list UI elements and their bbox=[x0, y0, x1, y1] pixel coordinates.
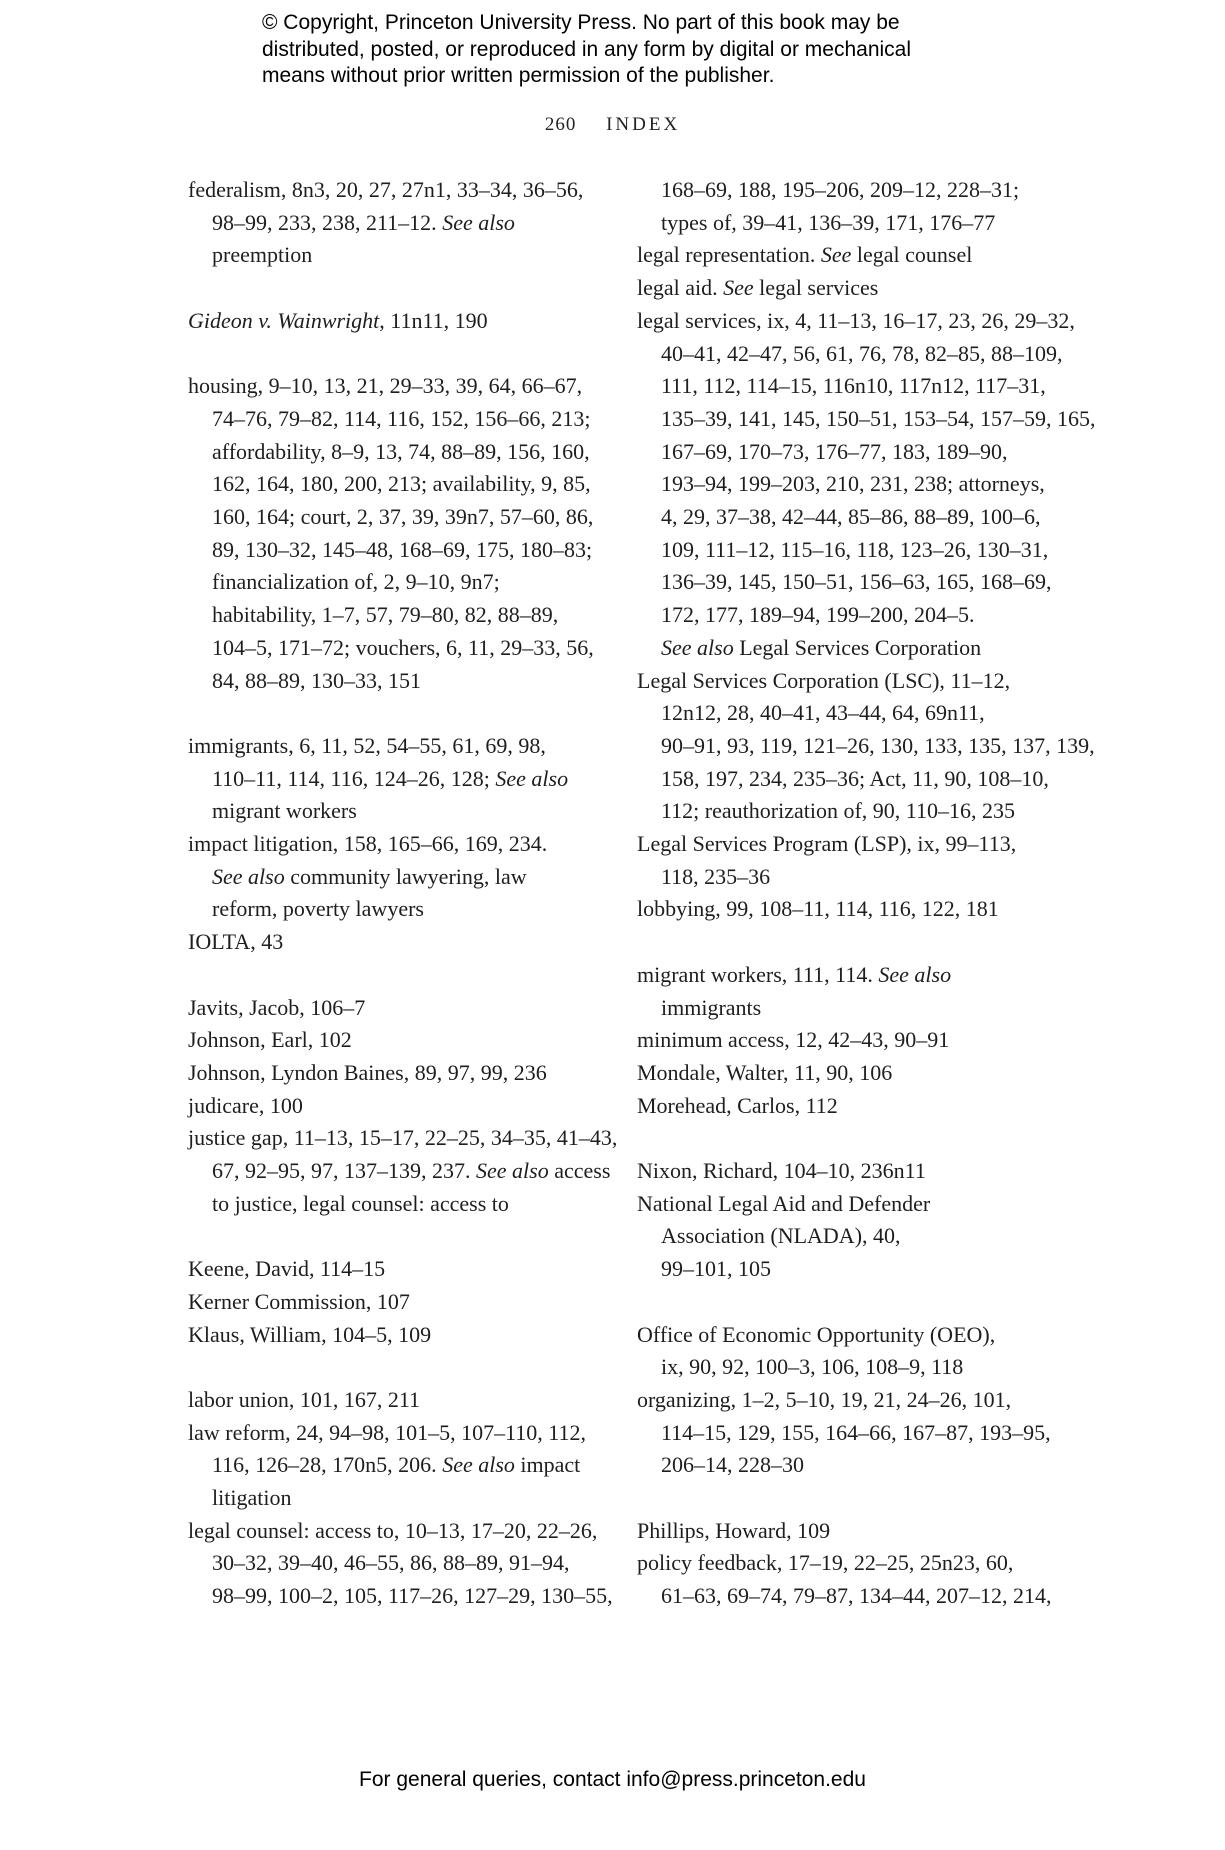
index-entry-line bbox=[637, 1090, 1067, 1123]
entry-text: 167–69, 170–73, 176–77, 183, 189–90, bbox=[661, 438, 1008, 464]
entry-text: Legal Services Corporation (LSC), 11–12, bbox=[637, 667, 1011, 693]
index-entry-line bbox=[212, 795, 598, 828]
index-entry-line bbox=[188, 1319, 598, 1352]
index-entry bbox=[188, 926, 598, 959]
entry-text: legal counsel bbox=[851, 242, 973, 268]
entry-text: 193–94, 199–203, 210, 231, 238; attorneys, bbox=[661, 471, 1045, 497]
index-entry-line bbox=[637, 1188, 1067, 1221]
index-entry bbox=[188, 1286, 598, 1319]
entry-text: 30–32, 39–40, 46–55, 86, 88–89, 91–94, bbox=[212, 1550, 570, 1576]
entry-text: impact bbox=[514, 1452, 581, 1478]
index-entry-line bbox=[661, 338, 1067, 371]
entry-text: migrant workers, 111, 114. bbox=[637, 961, 879, 987]
entry-gap bbox=[188, 1351, 598, 1384]
index-entry bbox=[188, 1057, 598, 1090]
index-entry bbox=[188, 1417, 598, 1515]
index-entry-line bbox=[188, 174, 598, 207]
index-entry-line bbox=[637, 1319, 1067, 1352]
index-entry-line bbox=[637, 1547, 1067, 1580]
entry-gap bbox=[188, 697, 598, 730]
cross-reference-label: See also bbox=[878, 961, 952, 987]
entry-text: habitability, 1–7, 57, 79–80, 82, 88–89, bbox=[212, 602, 559, 628]
entry-text: 118, 235–36 bbox=[661, 863, 771, 889]
index-entry-line bbox=[661, 1449, 1067, 1482]
entry-gap bbox=[188, 959, 598, 992]
entry-text: Klaus, William, 104–5, 109 bbox=[188, 1321, 432, 1347]
entry-text: immigrants, 6, 11, 52, 54–55, 61, 69, 98, bbox=[188, 732, 546, 758]
copyright-line: © Copyright, Princeton University Press. No part of this book may be bbox=[262, 11, 900, 34]
index-entry bbox=[188, 992, 598, 1025]
index-entry-line bbox=[637, 1384, 1067, 1417]
index-entry-line bbox=[661, 436, 1067, 469]
entry-text: 172, 177, 189–94, 199–200, 204–5. bbox=[661, 602, 975, 628]
entry-text: 116, 126–28, 170n5, 206. bbox=[212, 1452, 443, 1478]
copyright-notice bbox=[262, 10, 982, 90]
entry-text: federalism, 8n3, 20, 27, 27n1, 33–34, 36–56, bbox=[188, 177, 584, 202]
index-entry-line bbox=[188, 1384, 598, 1417]
entry-text: 110–11, 114, 116, 124–26, 128; bbox=[212, 765, 496, 791]
entry-text: impact litigation, 158, 165–66, 169, 234. bbox=[188, 831, 548, 857]
entry-text: 206–14, 228–30 bbox=[661, 1452, 804, 1478]
index-entry bbox=[188, 1122, 618, 1220]
entry-text: 114–15, 129, 155, 164–66, 167–87, 193–95, bbox=[661, 1419, 1051, 1445]
entry-text: types of, 39–41, 136–39, 171, 176–77 bbox=[661, 209, 996, 235]
index-entry-line bbox=[661, 468, 1067, 501]
index-entry-line bbox=[188, 305, 598, 338]
entry-text: litigation bbox=[212, 1485, 292, 1511]
index-entry bbox=[637, 665, 1095, 829]
entry-gap bbox=[637, 926, 1067, 959]
index-entry-line bbox=[188, 1286, 598, 1319]
entry-gap bbox=[188, 1220, 598, 1253]
index-entry-line bbox=[637, 828, 1067, 861]
index-entry bbox=[637, 1024, 1067, 1057]
entry-text: preemption bbox=[212, 242, 313, 268]
index-entry-line bbox=[212, 1547, 598, 1580]
index-entry-line bbox=[188, 1253, 598, 1286]
index-entry bbox=[188, 730, 598, 828]
index-entry-line bbox=[661, 632, 1067, 665]
entry-text: lobbying, 99, 108–11, 114, 116, 122, 181 bbox=[637, 896, 999, 922]
index-entry-line bbox=[188, 730, 598, 763]
index-entry-line bbox=[637, 1024, 1067, 1057]
index-entry bbox=[637, 1155, 1067, 1188]
entry-text: labor union, 101, 167, 211 bbox=[188, 1386, 420, 1412]
index-entry-line bbox=[188, 1417, 598, 1450]
entry-text: National Legal Aid and Defender bbox=[637, 1190, 931, 1216]
index-entry bbox=[188, 1515, 613, 1613]
entry-text: Morehead, Carlos, 112 bbox=[637, 1092, 838, 1118]
entry-text: Keene, David, 114–15 bbox=[188, 1256, 386, 1282]
index-entry bbox=[637, 1090, 1067, 1123]
index-entry-line bbox=[188, 370, 598, 403]
index-entry-line bbox=[212, 436, 598, 469]
entry-text: 104–5, 171–72; vouchers, 6, 11, 29–33, 56, bbox=[212, 634, 594, 660]
index-entry-line bbox=[661, 566, 1067, 599]
index-entry bbox=[637, 272, 1067, 305]
index-entry-line bbox=[212, 763, 598, 796]
index-entry-line bbox=[212, 566, 598, 599]
index-entry-line bbox=[661, 730, 1095, 763]
index-entry-line bbox=[637, 239, 1067, 272]
index-entry bbox=[188, 174, 598, 272]
entry-gap bbox=[637, 1482, 1067, 1515]
index-entry-line bbox=[637, 665, 1067, 698]
index-entry-line bbox=[637, 959, 1067, 992]
index-entry-line bbox=[661, 1351, 1067, 1384]
index-entry-line bbox=[188, 1515, 598, 1548]
entry-text: policy feedback, 17–19, 22–25, 25n23, 60, bbox=[637, 1550, 1014, 1576]
entry-text: legal aid. bbox=[637, 275, 724, 301]
index-entry bbox=[188, 1253, 598, 1286]
index-entry-line bbox=[661, 1417, 1067, 1450]
index-entry-line bbox=[637, 272, 1067, 305]
entry-text: Javits, Jacob, 106–7 bbox=[188, 994, 366, 1020]
index-entry-line bbox=[212, 403, 598, 436]
entry-gap bbox=[637, 1122, 1067, 1155]
entry-gap bbox=[188, 272, 598, 305]
index-entry-line bbox=[637, 305, 1075, 338]
entry-text: 61–63, 69–74, 79–87, 134–44, 207–12, 214, bbox=[661, 1583, 1052, 1609]
cross-reference-label: See also bbox=[476, 1158, 549, 1184]
cross-reference-label: See also bbox=[212, 863, 285, 889]
cross-reference-label: See also bbox=[442, 1452, 515, 1478]
index-entry-line bbox=[661, 992, 1067, 1025]
cross-reference-label: Gideon v. Wainwright bbox=[188, 307, 380, 333]
entry-text: Mondale, Walter, 11, 90, 106 bbox=[637, 1059, 893, 1085]
index-entry-line bbox=[661, 795, 1067, 828]
entry-text: legal counsel: access to, 10–13, 17–20, 22–26, bbox=[188, 1517, 598, 1543]
entry-text: legal services, ix, 4, 11–13, 16–17, 23, 26, 29–32, bbox=[637, 307, 1075, 333]
entry-text: 112; reauthorization of, 90, 110–16, 235 bbox=[661, 798, 1015, 824]
entry-text: affordability, 8–9, 13, 74, 88–89, 156, 160, bbox=[212, 438, 590, 464]
entry-text: 99–101, 105 bbox=[661, 1256, 771, 1282]
entry-text: minimum access, 12, 42–43, 90–91 bbox=[637, 1027, 950, 1053]
index-entry bbox=[188, 305, 598, 338]
index-entry-line bbox=[637, 893, 1067, 926]
index-entry bbox=[188, 1319, 598, 1352]
index-entry-line bbox=[661, 174, 1067, 207]
index-entry bbox=[637, 828, 1067, 893]
entry-text: legal services bbox=[753, 275, 879, 301]
running-head bbox=[0, 114, 1225, 136]
entry-text: 98–99, 100–2, 105, 117–26, 127–29, 130–55, bbox=[212, 1583, 613, 1609]
entry-text: 98–99, 233, 238, 211–12. bbox=[212, 209, 443, 235]
index-entry bbox=[637, 1515, 1067, 1548]
index-entry bbox=[188, 1384, 598, 1417]
entry-text: 4, 29, 37–38, 42–44, 85–86, 88–89, 100–6, bbox=[661, 504, 1041, 530]
footer-contact: For general queries, contact info@press.princeton.edu bbox=[359, 1768, 866, 1791]
index-entry-line bbox=[212, 1580, 613, 1613]
entry-text: ix, 90, 92, 100–3, 106, 108–9, 118 bbox=[661, 1354, 964, 1380]
index-entry-line bbox=[212, 1482, 598, 1515]
index-entry-line bbox=[661, 697, 1067, 730]
index-entry-line bbox=[188, 1057, 598, 1090]
entry-text: reform, poverty lawyers bbox=[212, 896, 424, 922]
entry-text: IOLTA, 43 bbox=[188, 929, 284, 955]
index-entry-line bbox=[661, 207, 1067, 240]
index-entry bbox=[188, 1024, 598, 1057]
cross-reference-label: See bbox=[723, 275, 754, 301]
index-entry-line bbox=[212, 1449, 598, 1482]
index-column-right bbox=[637, 174, 1096, 1613]
index-entry-line bbox=[212, 632, 598, 665]
copyright-line: means without prior written permission of the publisher. bbox=[262, 64, 775, 87]
entry-text: 162, 164, 180, 200, 213; availability, 9, 85, bbox=[212, 471, 591, 497]
entry-text: Legal Services Corporation bbox=[733, 634, 982, 660]
entry-text: 84, 88–89, 130–33, 151 bbox=[212, 667, 421, 693]
section-title: INDEX bbox=[606, 114, 681, 135]
entry-text: Johnson, Lyndon Baines, 89, 97, 99, 236 bbox=[188, 1059, 547, 1085]
index-entry-line bbox=[212, 501, 598, 534]
entry-text: immigrants bbox=[661, 994, 762, 1020]
cross-reference-label: See also bbox=[442, 209, 515, 235]
index-entry-line bbox=[212, 1188, 598, 1221]
entry-text: Johnson, Earl, 102 bbox=[188, 1027, 352, 1053]
index-entry-line bbox=[212, 861, 598, 894]
index-entry-line bbox=[188, 1122, 618, 1155]
index-entry-line bbox=[212, 1155, 611, 1188]
index-entry-line bbox=[212, 665, 598, 698]
entry-text: to justice, legal counsel: access to bbox=[212, 1190, 509, 1216]
entry-text: Association (NLADA), 40, bbox=[661, 1223, 901, 1249]
index-entry-line bbox=[661, 534, 1067, 567]
copyright-line: distributed, posted, or reproduced in any form by digital or mechanical bbox=[262, 37, 912, 61]
index-entry bbox=[637, 1547, 1067, 1612]
index-entry-line bbox=[661, 403, 1096, 436]
entry-text: judicare, 100 bbox=[188, 1092, 303, 1118]
cross-reference-label: See also bbox=[495, 765, 569, 791]
entry-text: 40–41, 42–47, 56, 61, 76, 78, 82–85, 88–109, bbox=[661, 340, 1063, 366]
index-entry bbox=[637, 174, 1067, 239]
entry-text: 89, 130–32, 145–48, 168–69, 175, 180–83; bbox=[212, 536, 593, 562]
entry-gap bbox=[188, 338, 598, 371]
entry-text: 136–39, 145, 150–51, 156–63, 165, 168–69, bbox=[661, 569, 1052, 595]
entry-text: 74–76, 79–82, 114, 116, 152, 156–66, 213; bbox=[212, 405, 591, 431]
entry-text: organizing, 1–2, 5–10, 19, 21, 24–26, 101, bbox=[637, 1386, 1012, 1412]
index-entry-line bbox=[188, 1090, 598, 1123]
entry-text: migrant workers bbox=[212, 798, 357, 824]
index-entry-line bbox=[188, 926, 598, 959]
index-entry-line bbox=[637, 1057, 1067, 1090]
index-entry-line bbox=[212, 534, 598, 567]
entry-text: , 11n11, 190 bbox=[379, 307, 488, 333]
entry-text: justice gap, 11–13, 15–17, 22–25, 34–35, 41–43, bbox=[188, 1125, 618, 1151]
index-entry-line bbox=[212, 207, 598, 240]
index-entry bbox=[637, 893, 1067, 926]
index-entry-line bbox=[188, 828, 598, 861]
entry-text: Legal Services Program (LSP), ix, 99–113, bbox=[637, 831, 1017, 857]
index-entry-line bbox=[637, 1515, 1067, 1548]
entry-text: Nixon, Richard, 104–10, 236n11 bbox=[637, 1158, 926, 1184]
entry-text: 135–39, 141, 145, 150–51, 153–54, 157–59, 165, bbox=[661, 405, 1096, 431]
entry-text: 158, 197, 234, 235–36; Act, 11, 90, 108–10, bbox=[661, 765, 1049, 791]
entry-text: 90–91, 93, 119, 121–26, 130, 133, 135, 137, 139, bbox=[661, 732, 1095, 758]
entry-text: 168–69, 188, 195–206, 209–12, 228–31; bbox=[661, 177, 1020, 202]
index-entry-line bbox=[661, 599, 1067, 632]
index-entry-line bbox=[661, 1253, 1067, 1286]
entry-text: Office of Economic Opportunity (OEO), bbox=[637, 1321, 996, 1347]
index-entry bbox=[637, 1384, 1067, 1482]
index-entry-line bbox=[188, 992, 598, 1025]
entry-text: 12n12, 28, 40–41, 43–44, 64, 69n11, bbox=[661, 700, 985, 726]
index-entry-line bbox=[212, 239, 598, 272]
index-entry bbox=[637, 1057, 1067, 1090]
index-entry bbox=[637, 305, 1096, 665]
entry-text: Kerner Commission, 107 bbox=[188, 1288, 410, 1314]
entry-text: Phillips, Howard, 109 bbox=[637, 1517, 831, 1543]
index-entry bbox=[637, 1319, 1067, 1384]
index-entry-line bbox=[661, 370, 1067, 403]
entry-text: legal representation. bbox=[637, 242, 821, 268]
entry-text: financialization of, 2, 9–10, 9n7; bbox=[212, 569, 500, 595]
cross-reference-label: See bbox=[820, 242, 852, 268]
entry-gap bbox=[637, 1286, 1067, 1319]
entry-text: law reform, 24, 94–98, 101–5, 107–110, 112, bbox=[188, 1419, 586, 1445]
cross-reference-label: See also bbox=[661, 634, 734, 660]
index-entry-line bbox=[661, 501, 1067, 534]
index-entry-line bbox=[188, 1024, 598, 1057]
index-entry bbox=[637, 1188, 1067, 1286]
index-entry bbox=[637, 959, 1067, 1024]
entry-text: 160, 164; court, 2, 37, 39, 39n7, 57–60, 86, bbox=[212, 504, 594, 529]
index-entry-line bbox=[661, 861, 1067, 894]
entry-text: access bbox=[548, 1158, 611, 1184]
index-entry-line bbox=[212, 893, 598, 926]
index-column-left bbox=[188, 174, 618, 1613]
index-entry-line bbox=[661, 763, 1067, 796]
index-entry-line bbox=[637, 1155, 1067, 1188]
index-entry bbox=[188, 828, 598, 926]
index-entry-line bbox=[212, 468, 598, 501]
entry-text: 67, 92–95, 97, 137–139, 237. bbox=[212, 1158, 476, 1184]
entry-text: 109, 111–12, 115–16, 118, 123–26, 130–31, bbox=[661, 536, 1049, 562]
index-entry bbox=[188, 370, 598, 697]
entry-text: community lawyering, law bbox=[284, 863, 527, 889]
index-entry bbox=[188, 1090, 598, 1123]
index-entry-line bbox=[661, 1220, 1067, 1253]
index-entry bbox=[637, 239, 1067, 272]
entry-text: 111, 112, 114–15, 116n10, 117n12, 117–31, bbox=[661, 373, 1046, 399]
page-number: 260 bbox=[544, 114, 577, 135]
entry-text: housing, 9–10, 13, 21, 29–33, 39, 64, 66–67, bbox=[188, 373, 583, 399]
index-entry-line bbox=[661, 1580, 1067, 1613]
index-entry-line bbox=[212, 599, 598, 632]
